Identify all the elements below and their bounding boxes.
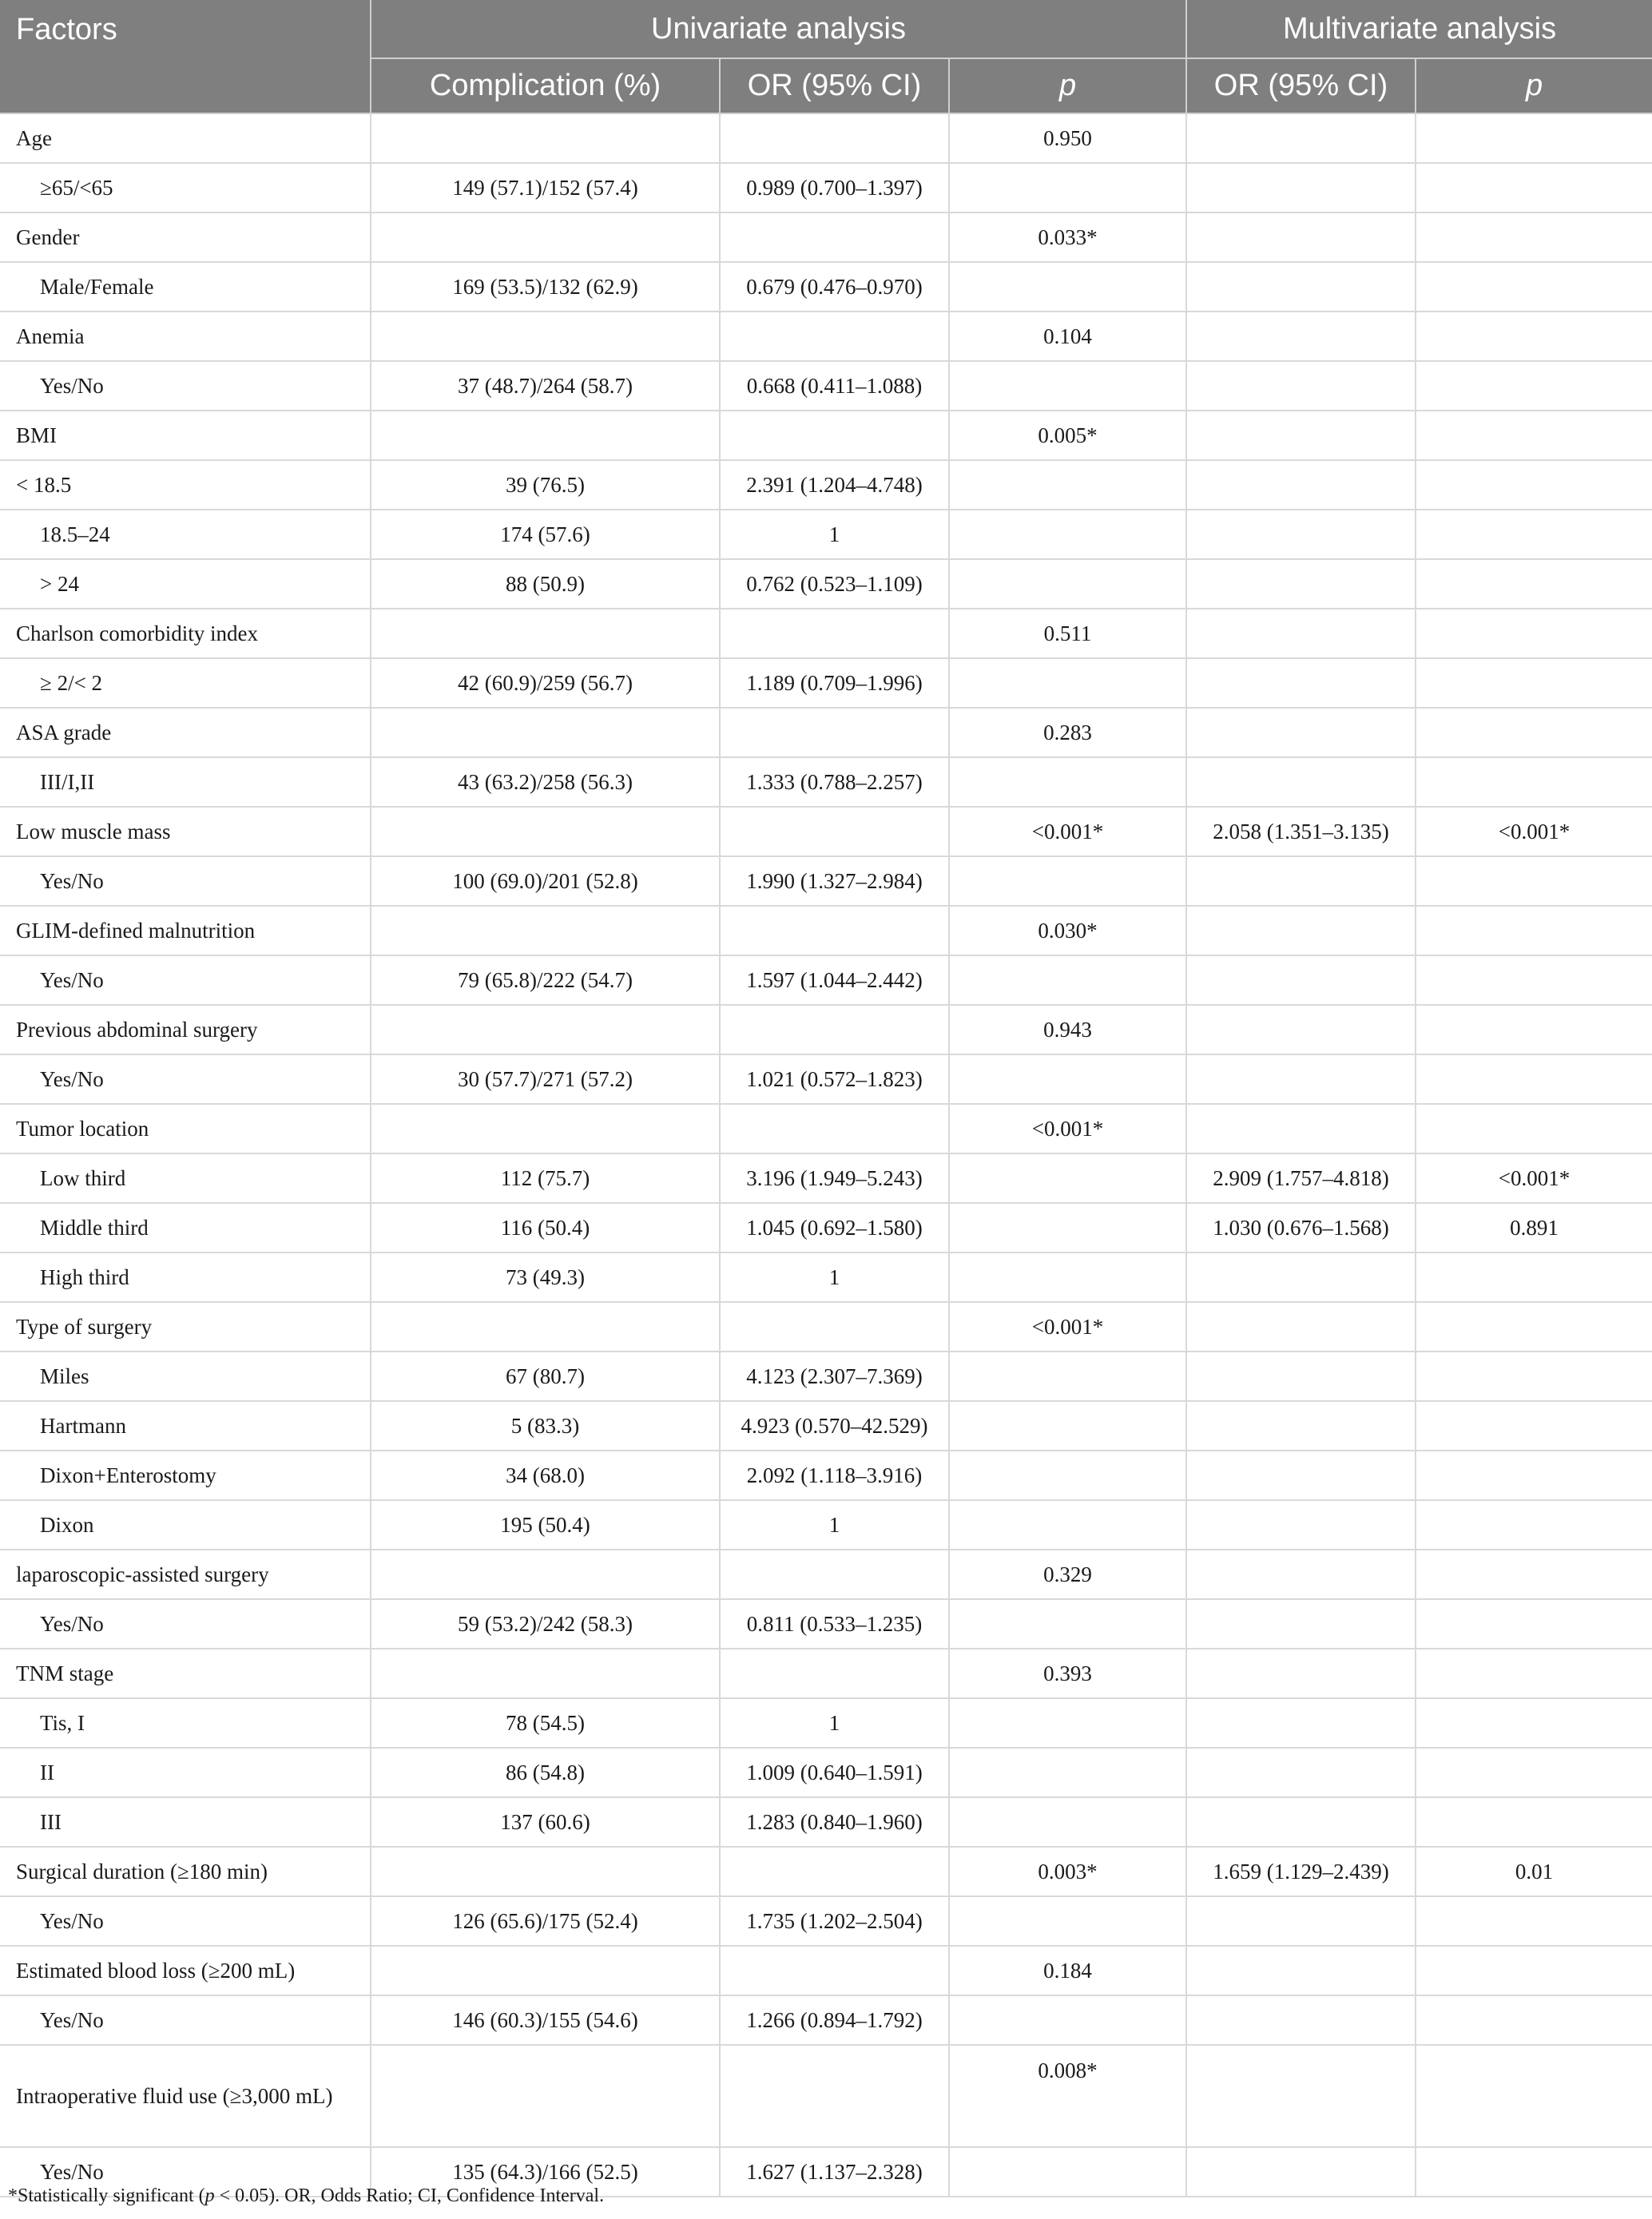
univariate-p-cell: [949, 1748, 1186, 1797]
multivariate-p-cell: [1416, 212, 1652, 262]
multivariate-p-cell: [1416, 1550, 1652, 1599]
multivariate-p-cell: [1416, 1649, 1652, 1698]
univariate-or-cell: [720, 1550, 949, 1599]
table-row: [0, 559, 1652, 609]
table-row: [0, 1500, 1652, 1550]
multivariate-or-cell: [1186, 1500, 1416, 1550]
univariate-p-cell: 0.033*: [949, 212, 1186, 262]
univariate-or-cell: 1.627 (1.137–2.328): [720, 2147, 949, 2197]
multivariate-p-cell: [1416, 906, 1652, 955]
univariate-p-cell: 0.008*: [949, 2045, 1186, 2147]
factor-cell: Dixon+Enterostomy: [0, 1451, 371, 1500]
table-row: [0, 1847, 1652, 1896]
factor-cell: Miles: [0, 1352, 371, 1401]
factor-cell: ≥65/<65: [0, 163, 371, 212]
complication-cell: 43 (63.2)/258 (56.3): [371, 757, 720, 807]
complication-cell: 5 (83.3): [371, 1401, 720, 1451]
factor-cell: ≥ 2/< 2: [0, 658, 371, 708]
table-row: [0, 609, 1652, 658]
complication-cell: 37 (48.7)/264 (58.7): [371, 361, 720, 411]
multivariate-or-cell: [1186, 1252, 1416, 1302]
multivariate-p-cell: [1416, 1896, 1652, 1946]
complication-cell: 88 (50.9): [371, 559, 720, 609]
factor-cell: Tumor location: [0, 1104, 371, 1153]
multivariate-or-cell: [1186, 1401, 1416, 1451]
factor-cell: Intraoperative fluid use (≥3,000 mL): [0, 2045, 371, 2147]
univariate-or-cell: 1.021 (0.572–1.823): [720, 1054, 949, 1104]
multivariate-or-cell: [1186, 708, 1416, 757]
univariate-or-cell: [720, 1005, 949, 1054]
complication-cell: [371, 212, 720, 262]
factor-cell: laparoscopic-assisted surgery: [0, 1550, 371, 1599]
univariate-or-cell: 0.668 (0.411–1.088): [720, 361, 949, 411]
univariate-or-cell: 1.597 (1.044–2.442): [720, 955, 949, 1005]
complication-cell: 79 (65.8)/222 (54.7): [371, 955, 720, 1005]
univariate-p-cell: 0.005*: [949, 411, 1186, 460]
univariate-p-cell: 0.950: [949, 113, 1186, 163]
multivariate-p-cell: [1416, 1797, 1652, 1847]
univariate-p-cell: 0.184: [949, 1946, 1186, 1995]
univariate-p-cell: 0.003*: [949, 1847, 1186, 1896]
univariate-p-cell: 0.104: [949, 312, 1186, 361]
univariate-or-cell: [720, 411, 949, 460]
complication-cell: 137 (60.6): [371, 1797, 720, 1847]
multivariate-or-cell: 1.659 (1.129–2.439): [1186, 1847, 1416, 1896]
multivariate-p-cell: [1416, 658, 1652, 708]
factor-cell: Gender: [0, 212, 371, 262]
multivariate-p-cell: [1416, 1302, 1652, 1352]
multivariate-p-cell: [1416, 163, 1652, 212]
univariate-p-cell: [949, 1203, 1186, 1252]
complication-cell: 86 (54.8): [371, 1748, 720, 1797]
univariate-or-cell: 1: [720, 1252, 949, 1302]
table-row: [0, 1649, 1652, 1698]
multivariate-or-cell: [1186, 2147, 1416, 2197]
factor-cell: Previous abdominal surgery: [0, 1005, 371, 1054]
univariate-or-cell: [720, 906, 949, 955]
table-row: [0, 1946, 1652, 1995]
multivariate-or-cell: [1186, 955, 1416, 1005]
multivariate-or-cell: [1186, 1946, 1416, 1995]
multivariate-or-cell: [1186, 1649, 1416, 1698]
multivariate-p-cell: [1416, 2147, 1652, 2197]
complication-cell: 126 (65.6)/175 (52.4): [371, 1896, 720, 1946]
multivariate-or-cell: [1186, 1104, 1416, 1153]
multivariate-p-cell: <0.001*: [1416, 1153, 1652, 1203]
table-row: [0, 1748, 1652, 1797]
univariate-or-cell: 3.196 (1.949–5.243): [720, 1153, 949, 1203]
univariate-or-cell: [720, 1649, 949, 1698]
multivariate-p-cell: [1416, 1005, 1652, 1054]
multivariate-p-cell: [1416, 1698, 1652, 1748]
multivariate-p-cell: 0.891: [1416, 1203, 1652, 1252]
complication-cell: 174 (57.6): [371, 510, 720, 559]
multivariate-or-cell: [1186, 1054, 1416, 1104]
header-multi-or: OR (95% CI): [1186, 58, 1416, 113]
multivariate-or-cell: [1186, 757, 1416, 807]
complication-cell: 112 (75.7): [371, 1153, 720, 1203]
multivariate-p-cell: [1416, 1451, 1652, 1500]
factor-cell: Yes/No: [0, 361, 371, 411]
factor-cell: III/I,II: [0, 757, 371, 807]
univariate-p-cell: 0.511: [949, 609, 1186, 658]
multivariate-p-cell: <0.001*: [1416, 807, 1652, 856]
univariate-p-cell: [949, 1153, 1186, 1203]
univariate-p-cell: [949, 1500, 1186, 1550]
multivariate-or-cell: [1186, 212, 1416, 262]
complication-cell: [371, 1550, 720, 1599]
univariate-or-cell: 2.092 (1.118–3.916): [720, 1451, 949, 1500]
factor-cell: High third: [0, 1252, 371, 1302]
factor-cell: Dixon: [0, 1500, 371, 1550]
multivariate-or-cell: [1186, 1302, 1416, 1352]
univariate-or-cell: 4.123 (2.307–7.369): [720, 1352, 949, 1401]
complication-cell: [371, 113, 720, 163]
table-row: [0, 361, 1652, 411]
univariate-p-cell: [949, 1599, 1186, 1649]
univariate-or-cell: [720, 113, 949, 163]
table-row: [0, 1797, 1652, 1847]
header-complication: Complication (%): [371, 58, 720, 113]
complication-cell: [371, 312, 720, 361]
univariate-p-cell: <0.001*: [949, 1302, 1186, 1352]
multivariate-or-cell: [1186, 1896, 1416, 1946]
multivariate-p-cell: [1416, 361, 1652, 411]
table-row: [0, 1302, 1652, 1352]
header-uni-or: OR (95% CI): [720, 58, 949, 113]
multivariate-p-cell: [1416, 1352, 1652, 1401]
univariate-p-cell: [949, 510, 1186, 559]
factor-cell: Charlson comorbidity index: [0, 609, 371, 658]
univariate-or-cell: 0.679 (0.476–0.970): [720, 262, 949, 312]
multivariate-or-cell: [1186, 163, 1416, 212]
univariate-or-cell: 1.990 (1.327–2.984): [720, 856, 949, 906]
multivariate-p-cell: [1416, 312, 1652, 361]
multivariate-or-cell: 1.030 (0.676–1.568): [1186, 1203, 1416, 1252]
multivariate-p-cell: [1416, 1252, 1652, 1302]
univariate-or-cell: [720, 212, 949, 262]
header-multi-p: p: [1416, 58, 1652, 113]
table-row: [0, 460, 1652, 510]
multivariate-or-cell: [1186, 1995, 1416, 2045]
univariate-or-cell: [720, 2045, 949, 2147]
univariate-p-cell: [949, 1698, 1186, 1748]
table-row: [0, 906, 1652, 955]
complication-cell: 73 (49.3): [371, 1252, 720, 1302]
multivariate-p-cell: [1416, 2045, 1652, 2147]
univariate-or-cell: 1.045 (0.692–1.580): [720, 1203, 949, 1252]
univariate-p-cell: [949, 1252, 1186, 1302]
multivariate-p-cell: [1416, 1401, 1652, 1451]
table-row: [0, 1896, 1652, 1946]
univariate-or-cell: 4.923 (0.570–42.529): [720, 1401, 949, 1451]
univariate-p-cell: <0.001*: [949, 807, 1186, 856]
univariate-p-cell: [949, 1896, 1186, 1946]
factor-cell: ˃ 24: [0, 559, 371, 609]
complication-cell: 169 (53.5)/132 (62.9): [371, 262, 720, 312]
complication-cell: 30 (57.7)/271 (57.2): [371, 1054, 720, 1104]
table-row: [0, 1054, 1652, 1104]
multivariate-p-cell: [1416, 708, 1652, 757]
header-uni-p: p: [949, 58, 1186, 113]
factor-cell: Yes/No: [0, 1896, 371, 1946]
multivariate-or-cell: [1186, 1748, 1416, 1797]
factor-cell: Yes/No: [0, 2147, 371, 2197]
complication-cell: [371, 1847, 720, 1896]
complication-cell: 78 (54.5): [371, 1698, 720, 1748]
factor-cell: ASA grade: [0, 708, 371, 757]
factor-cell: Yes/No: [0, 1054, 371, 1104]
multivariate-or-cell: [1186, 1550, 1416, 1599]
univariate-or-cell: 2.391 (1.204–4.748): [720, 460, 949, 510]
univariate-p-cell: [949, 955, 1186, 1005]
table-body: [0, 113, 1652, 2197]
table-row: [0, 163, 1652, 212]
factor-cell: 18.5–24: [0, 510, 371, 559]
multivariate-or-cell: [1186, 1005, 1416, 1054]
table-row: [0, 807, 1652, 856]
univariate-p-cell: [949, 163, 1186, 212]
univariate-or-cell: [720, 312, 949, 361]
univariate-or-cell: 1.333 (0.788–2.257): [720, 757, 949, 807]
multivariate-or-cell: [1186, 559, 1416, 609]
factor-cell: Age: [0, 113, 371, 163]
multivariate-or-cell: 2.909 (1.757–4.818): [1186, 1153, 1416, 1203]
complication-cell: 59 (53.2)/242 (58.3): [371, 1599, 720, 1649]
complication-cell: 195 (50.4): [371, 1500, 720, 1550]
table-row: [0, 658, 1652, 708]
factor-cell: Yes/No: [0, 955, 371, 1005]
multivariate-p-cell: [1416, 113, 1652, 163]
univariate-p-cell: [949, 460, 1186, 510]
univariate-or-cell: [720, 1946, 949, 1995]
univariate-p-cell: 0.393: [949, 1649, 1186, 1698]
table-row: [0, 1203, 1652, 1252]
table-row: [0, 1550, 1652, 1599]
univariate-p-cell: [949, 262, 1186, 312]
factor-cell: Hartmann: [0, 1401, 371, 1451]
complication-cell: [371, 1946, 720, 1995]
header-univariate: Univariate analysis: [371, 0, 1186, 58]
table-row: [0, 757, 1652, 807]
multivariate-or-cell: [1186, 609, 1416, 658]
factor-cell: TNM stage: [0, 1649, 371, 1698]
univariate-or-cell: 1: [720, 510, 949, 559]
multivariate-p-cell: [1416, 460, 1652, 510]
table-row: [0, 1995, 1652, 2045]
complication-cell: 42 (60.9)/259 (56.7): [371, 658, 720, 708]
multivariate-or-cell: [1186, 1352, 1416, 1401]
table-row: [0, 1352, 1652, 1401]
multivariate-or-cell: [1186, 2045, 1416, 2147]
univariate-or-cell: 1.735 (1.202–2.504): [720, 1896, 949, 1946]
table-row: [0, 510, 1652, 559]
multivariate-p-cell: [1416, 856, 1652, 906]
multivariate-or-cell: [1186, 312, 1416, 361]
table-row: [0, 856, 1652, 906]
factor-cell: Low third: [0, 1153, 371, 1203]
complication-cell: [371, 1649, 720, 1698]
multivariate-p-cell: [1416, 1599, 1652, 1649]
table-row: [0, 212, 1652, 262]
univariate-p-cell: [949, 2147, 1186, 2197]
univariate-or-cell: 0.762 (0.523–1.109): [720, 559, 949, 609]
univariate-p-cell: 0.283: [949, 708, 1186, 757]
complication-cell: 149 (57.1)/152 (57.4): [371, 163, 720, 212]
univariate-or-cell: 1: [720, 1500, 949, 1550]
complication-cell: [371, 2045, 720, 2147]
table-row: [0, 262, 1652, 312]
univariate-or-cell: 0.811 (0.533–1.235): [720, 1599, 949, 1649]
complication-cell: 146 (60.3)/155 (54.6): [371, 1995, 720, 2045]
factor-cell: Yes/No: [0, 856, 371, 906]
table-footnote: *Statistically significant (p < 0.05). OR, Odds Ratio; CI, Confidence Interval.: [8, 2185, 605, 2206]
multivariate-p-cell: [1416, 609, 1652, 658]
multivariate-p-cell: [1416, 1500, 1652, 1550]
table-row: [0, 1104, 1652, 1153]
multivariate-p-cell: [1416, 1104, 1652, 1153]
multivariate-p-cell: [1416, 510, 1652, 559]
multivariate-p-cell: [1416, 411, 1652, 460]
univariate-p-cell: [949, 1401, 1186, 1451]
factor-cell: Surgical duration (≥180 min): [0, 1847, 371, 1896]
univariate-or-cell: [720, 1302, 949, 1352]
complication-cell: [371, 1005, 720, 1054]
multivariate-p-cell: [1416, 757, 1652, 807]
univariate-or-cell: 1.266 (0.894–1.792): [720, 1995, 949, 2045]
multivariate-p-cell: [1416, 262, 1652, 312]
complication-cell: 116 (50.4): [371, 1203, 720, 1252]
univariate-or-cell: 0.989 (0.700–1.397): [720, 163, 949, 212]
table-row: [0, 1401, 1652, 1451]
complication-cell: 135 (64.3)/166 (52.5): [371, 2147, 720, 2197]
complication-cell: [371, 1302, 720, 1352]
factor-cell: Type of surgery: [0, 1302, 371, 1352]
factor-cell: Yes/No: [0, 1599, 371, 1649]
complication-cell: [371, 609, 720, 658]
complication-cell: 100 (69.0)/201 (52.8): [371, 856, 720, 906]
table-header: [0, 0, 1652, 113]
complication-cell: [371, 906, 720, 955]
univariate-or-cell: [720, 609, 949, 658]
multivariate-or-cell: [1186, 906, 1416, 955]
table-row: [0, 411, 1652, 460]
factor-cell: GLIM-defined malnutrition: [0, 906, 371, 955]
table-row: [0, 955, 1652, 1005]
factor-cell: Middle third: [0, 1203, 371, 1252]
univariate-p-cell: [949, 757, 1186, 807]
multivariate-p-cell: [1416, 1995, 1652, 2045]
univariate-or-cell: 1: [720, 1698, 949, 1748]
multivariate-or-cell: [1186, 1797, 1416, 1847]
factor-cell: II: [0, 1748, 371, 1797]
table-row: [0, 1005, 1652, 1054]
factor-cell: < 18.5: [0, 460, 371, 510]
multivariate-or-cell: [1186, 658, 1416, 708]
complication-cell: [371, 1104, 720, 1153]
factor-cell: Estimated blood loss (≥200 mL): [0, 1946, 371, 1995]
univariate-p-cell: [949, 1797, 1186, 1847]
univariate-or-cell: [720, 1104, 949, 1153]
multivariate-p-cell: [1416, 559, 1652, 609]
table-row: [0, 1451, 1652, 1500]
multivariate-or-cell: [1186, 510, 1416, 559]
complication-cell: 67 (80.7): [371, 1352, 720, 1401]
multivariate-or-cell: [1186, 856, 1416, 906]
multivariate-p-cell: [1416, 1054, 1652, 1104]
complication-cell: 39 (76.5): [371, 460, 720, 510]
factor-cell: Anemia: [0, 312, 371, 361]
table-row: [0, 708, 1652, 757]
univariate-p-cell: 0.943: [949, 1005, 1186, 1054]
header-factors: Factors: [0, 0, 371, 113]
factor-cell: Yes/No: [0, 1995, 371, 2045]
multivariate-or-cell: 2.058 (1.351–3.135): [1186, 807, 1416, 856]
table-row: [0, 1599, 1652, 1649]
univariate-p-cell: [949, 1054, 1186, 1104]
univariate-p-cell: 0.329: [949, 1550, 1186, 1599]
table-row: [0, 1153, 1652, 1203]
factor-cell: Tis, I: [0, 1698, 371, 1748]
multivariate-or-cell: [1186, 460, 1416, 510]
univariate-p-cell: [949, 1995, 1186, 2045]
univariate-p-cell: [949, 856, 1186, 906]
univariate-or-cell: 1.189 (0.709–1.996): [720, 658, 949, 708]
complication-cell: [371, 708, 720, 757]
univariate-or-cell: [720, 807, 949, 856]
complication-cell: [371, 807, 720, 856]
complication-cell: [371, 411, 720, 460]
table-row: [0, 2045, 1652, 2147]
multivariate-or-cell: [1186, 361, 1416, 411]
table-row: [0, 312, 1652, 361]
multivariate-or-cell: [1186, 1599, 1416, 1649]
multivariate-p-cell: [1416, 1946, 1652, 1995]
multivariate-or-cell: [1186, 113, 1416, 163]
factor-cell: III: [0, 1797, 371, 1847]
univariate-p-cell: [949, 1451, 1186, 1500]
univariate-p-cell: [949, 559, 1186, 609]
univariate-or-cell: [720, 708, 949, 757]
factor-cell: Male/Female: [0, 262, 371, 312]
univariate-or-cell: [720, 1847, 949, 1896]
multivariate-or-cell: [1186, 1698, 1416, 1748]
multivariate-p-cell: 0.01: [1416, 1847, 1652, 1896]
multivariate-or-cell: [1186, 262, 1416, 312]
multivariate-p-cell: [1416, 955, 1652, 1005]
factor-cell: Low muscle mass: [0, 807, 371, 856]
table-row: [0, 1252, 1652, 1302]
multivariate-or-cell: [1186, 1451, 1416, 1500]
header-multivariate: Multivariate analysis: [1186, 0, 1652, 58]
univariate-or-cell: 1.283 (0.840–1.960): [720, 1797, 949, 1847]
univariate-p-cell: 0.030*: [949, 906, 1186, 955]
table-row: [0, 1698, 1652, 1748]
univariate-p-cell: <0.001*: [949, 1104, 1186, 1153]
complication-cell: 34 (68.0): [371, 1451, 720, 1500]
multivariate-or-cell: [1186, 411, 1416, 460]
factor-cell: BMI: [0, 411, 371, 460]
univariate-p-cell: [949, 361, 1186, 411]
univariate-or-cell: 1.009 (0.640–1.591): [720, 1748, 949, 1797]
univariate-p-cell: [949, 1352, 1186, 1401]
table-row: [0, 113, 1652, 163]
univariate-p-cell: [949, 658, 1186, 708]
multivariate-p-cell: [1416, 1748, 1652, 1797]
